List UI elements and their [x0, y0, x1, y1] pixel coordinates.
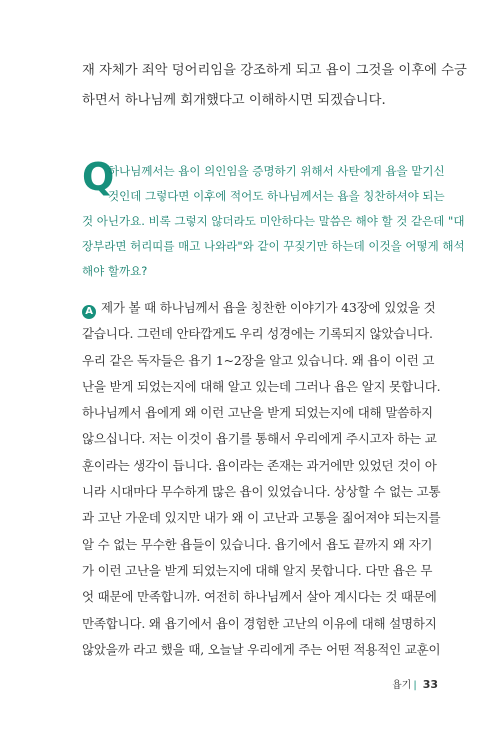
footer-separator: |: [413, 680, 417, 691]
answer-line: 난을 받게 되었는지에 대해 알고 있는데 그러나 욥은 알지 못합니다.: [82, 378, 441, 394]
intro-line: 하면서 하나님께 회개했다고 이해하시면 되겠습니다.: [82, 93, 386, 108]
answer-line: 같습니다. 그런데 안타깝게도 우리 성경에는 기록되지 않았습니다.: [82, 326, 433, 342]
page-number: 33: [422, 678, 438, 691]
answer-line: 알 수 없는 무수한 욥들이 있습니다. 욥기에서 욥도 끝까지 왜 자기: [82, 536, 433, 552]
answer-line: 않았을까 라고 했을 때, 오늘날 우리에게 주는 어떤 적용적인 교훈이: [82, 641, 441, 657]
footer-section-title: 욥기: [391, 680, 412, 691]
answer-line: 않으십니다. 저는 이것이 욥기를 통해서 우리에게 주시고자 하는 교: [82, 431, 437, 447]
answer-line: 가 이런 고난을 받게 되었는지에 대해 알지 못합니다. 다만 욥은 무: [82, 562, 433, 578]
question-line: 해야 할까요?: [82, 264, 148, 278]
answer-line: 훈이라는 생각이 듭니다. 욥이라는 존재는 과거에만 있었던 것이 아: [82, 457, 437, 473]
answer-line: 과 고난 가운데 있지만 내가 왜 이 고난과 고통을 짊어져야 되는지를: [82, 510, 441, 526]
answer-line: 우리 같은 독자들은 욥기 1~2장을 알고 있습니다. 왜 욥이 이런 고: [82, 352, 435, 368]
question-line: 장부라면 허리띠를 매고 나와라"와 같이 꾸짖기만 하는데 이것을 어떻게 해석: [82, 239, 465, 253]
intro-line: 재 자체가 죄악 덩어리임을 강조하게 되고 욥이 그것을 이후에 수긍: [82, 63, 467, 78]
answer-line: 하나님께서 욥에게 왜 이런 고난을 받게 되었는지에 대해 말씀하지: [82, 405, 433, 421]
page-footer: [392, 676, 438, 691]
answer-line: 만족합니다. 왜 욥기에서 욥이 경험한 고난의 이유에 대해 설명하지: [82, 615, 437, 631]
answer-line: 니라 시대마다 무수하게 많은 욥이 있었습니다. 상상할 수 없는 고통: [82, 484, 441, 500]
answer-block: [82, 295, 441, 663]
answer-badge-icon: A: [82, 305, 96, 319]
question-line: 것 아닌가요. 비록 그렇지 않더라도 미안하다는 말씀은 해야 할 것 같은데 "대: [82, 214, 465, 228]
answer-line: [82, 295, 436, 321]
question-line: 하나님께서는 욥이 의인임을 증명하기 위해서 사탄에게 욥을 맡기신: [108, 164, 445, 178]
question-line: 것인데 그렇다면 이후에 적어도 하나님께서는 욥을 칭찬하셔야 되는: [108, 189, 445, 203]
question-mark-q: Q: [82, 155, 115, 199]
intro-paragraph: [82, 56, 467, 116]
answer-line-text: 제가 볼 때 하나님께서 욥을 칭찬한 이야기가 43장에 있었을 것: [101, 300, 436, 315]
answer-line: 엇 때문에 만족합니까. 여전히 하나님께서 살아 계시다는 것 때문에: [82, 589, 437, 605]
question-block: [82, 155, 465, 284]
